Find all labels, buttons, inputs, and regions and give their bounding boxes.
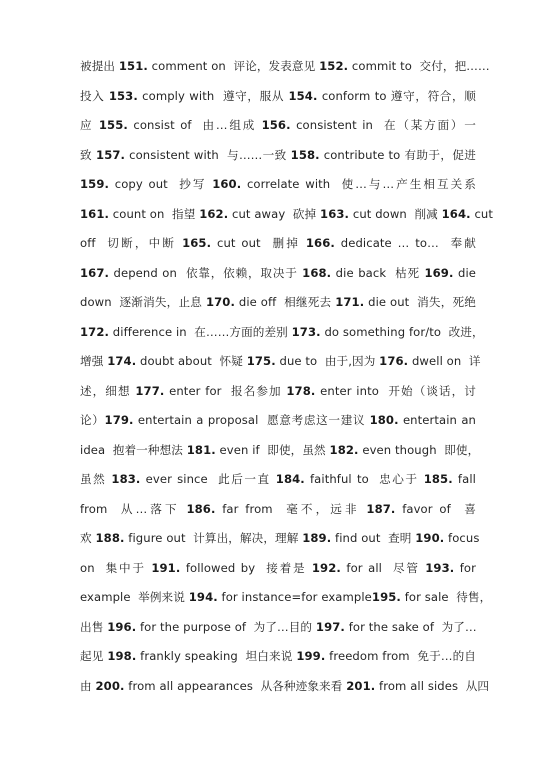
item-number: 183. [111, 472, 141, 486]
item-text: frankly speaking 坦白来说 [136, 649, 297, 663]
text-line [80, 642, 476, 672]
item-text: consistent with 与……一致 [125, 147, 291, 162]
text-line [80, 259, 476, 289]
item-text: do something for/to 改进， [320, 324, 484, 339]
item-text: 被提出 [80, 59, 119, 73]
item-number: 191. [151, 560, 181, 575]
item-number: 161. [80, 206, 110, 221]
item-text: cut [470, 206, 494, 221]
text-line-content [80, 325, 484, 339]
item-text: 出售 [80, 619, 108, 634]
text-line [80, 465, 476, 495]
item-text: 述，细想 [80, 383, 136, 398]
item-number: 186. [186, 501, 216, 516]
item-text: for all 尽管 [340, 560, 426, 575]
item-number: 157. [96, 147, 126, 162]
item-number: 175. [246, 354, 276, 368]
text-line [80, 672, 490, 702]
item-text: depend on 依靠，依赖，取决于 [109, 265, 303, 280]
item-text: entertain an [398, 413, 476, 427]
item-text: figure out 计算出，解决，理解 [124, 531, 303, 545]
item-text: example 举例来说 [80, 590, 189, 604]
item-text: 论） [80, 413, 105, 427]
item-text: ever since 此后一直 [140, 472, 276, 486]
text-line-content [80, 295, 476, 309]
item-text: comment on 评论，发表意见 [147, 59, 320, 73]
item-text: idea 抱着一种想法 [80, 442, 187, 457]
item-number: 155. [98, 118, 128, 132]
item-text: far from 毫不，远非 [215, 501, 367, 516]
item-text: doubt about 怀疑 [136, 354, 247, 368]
item-number: 184. [275, 472, 305, 486]
item-number: 178. [286, 383, 316, 398]
item-text: consistent in 在（某方面）一 [290, 118, 476, 132]
item-text: dedicate … to… 奉献 [334, 236, 476, 250]
item-text: from 从…落下 [80, 501, 187, 516]
item-number: 169. [424, 265, 454, 280]
text-line [80, 200, 494, 230]
text-line-content [80, 266, 476, 280]
item-number: 201. [346, 678, 376, 693]
item-number: 194. [188, 590, 218, 604]
text-line [80, 436, 480, 466]
item-number: 172. [80, 324, 110, 339]
text-line-content [80, 177, 476, 191]
item-text: cut out 删掉 [211, 236, 306, 250]
item-number: 180. [369, 413, 399, 427]
item-number: 192. [311, 560, 341, 575]
item-number: 200. [95, 678, 125, 693]
item-text: 致 [80, 147, 97, 162]
document-text-body [80, 52, 494, 701]
item-text: from all appearances 从各种迹象来看 [124, 678, 347, 693]
item-text: favor of 喜 [395, 501, 477, 516]
item-number: 171. [335, 295, 365, 309]
item-text: from all sides 从四 [375, 678, 490, 693]
text-line [80, 377, 476, 407]
item-text: commit to 交付，把…… [348, 59, 490, 73]
item-text: 应 [80, 118, 99, 132]
text-line-content [80, 590, 491, 604]
item-number: 159. [80, 177, 110, 191]
item-text: copy out 抄写 [109, 177, 213, 191]
item-number: 196. [107, 619, 137, 634]
item-number: 179. [104, 413, 134, 427]
text-line [80, 229, 476, 259]
item-number: 166. [305, 236, 335, 250]
item-text: for the sake of 为了… [344, 619, 477, 634]
text-line [80, 111, 476, 141]
item-number: 164. [441, 206, 471, 221]
item-text: die [453, 265, 476, 280]
text-line-content [80, 531, 480, 545]
item-number: 189. [302, 531, 332, 545]
text-line [80, 524, 480, 554]
text-line-content [80, 354, 481, 368]
item-text: count on 指望 [109, 206, 200, 221]
item-number: 174. [107, 354, 137, 368]
item-text: fall [452, 472, 476, 486]
item-text: find out 查明 [331, 531, 416, 545]
text-line-content [80, 413, 476, 427]
item-text: 由 [80, 678, 96, 693]
item-number: 193. [425, 560, 455, 575]
text-line-content [80, 502, 476, 516]
text-line [80, 347, 481, 377]
item-text: correlate with 使…与…产生相互关系 [241, 177, 476, 191]
item-text: difference in 在……方面的差别 [109, 324, 292, 339]
item-text: conform to 遵守，符合，顺 [317, 88, 476, 103]
item-text: die off 相继死去 [234, 295, 336, 309]
text-line-content [80, 561, 476, 575]
text-line-content [80, 620, 477, 634]
item-number: 197. [315, 619, 345, 634]
item-number: 165. [182, 236, 212, 250]
item-number: 199. [296, 649, 326, 663]
item-text: 虽然 [80, 472, 112, 486]
item-text: 起见 [80, 649, 108, 663]
text-line-content [80, 472, 476, 486]
item-number: 198. [107, 649, 137, 663]
item-number: 158. [290, 147, 320, 162]
item-text: 投入 [80, 88, 109, 103]
text-line [80, 52, 490, 82]
text-line [80, 82, 476, 112]
item-text: enter for 报名参加 [164, 383, 287, 398]
item-text: faithful to 忠心于 [304, 472, 424, 486]
item-number: 154. [288, 88, 318, 103]
item-number: 162. [199, 206, 229, 221]
text-line [80, 170, 476, 200]
item-text: die out 消失，死绝 [364, 295, 476, 309]
item-number: 188. [95, 531, 125, 545]
item-text: cut away 砍掉 [228, 206, 321, 221]
item-number: 176. [379, 354, 409, 368]
item-text: freedom from 免于…的自 [325, 649, 477, 663]
item-number: 173. [291, 324, 321, 339]
text-line-content [80, 89, 476, 103]
item-text: even though 即使， [358, 442, 480, 457]
item-number: 182. [329, 442, 359, 457]
item-number: 153. [108, 88, 138, 103]
item-text: 增强 [80, 354, 108, 368]
text-line [80, 495, 476, 525]
text-line-content [80, 207, 493, 221]
item-text: focus [444, 531, 480, 545]
item-number: 152. [319, 59, 349, 73]
item-text: on 集中于 [80, 560, 152, 575]
item-text: down 逐渐消失，止息 [80, 295, 206, 309]
item-text: for [454, 560, 476, 575]
item-text: off 切断，中断 [80, 236, 183, 250]
item-number: 195. [371, 590, 401, 604]
text-line [80, 554, 476, 584]
text-line [80, 141, 476, 171]
text-line [80, 583, 492, 613]
text-line-content [80, 649, 476, 663]
text-line [80, 613, 476, 643]
item-number: 167. [80, 265, 110, 280]
item-text: even if 即使，虽然 [215, 442, 330, 457]
item-text: dwell on 详 [408, 354, 481, 368]
item-number: 187. [366, 501, 396, 516]
item-text: for the purpose of 为了…目的 [136, 619, 316, 634]
item-text: entertain a proposal 愿意考虑这一建议 [133, 413, 370, 427]
item-text: consist of 由…组成 [127, 118, 262, 132]
text-line-content [80, 118, 476, 132]
item-text: contribute to 有助于，促进 [319, 147, 476, 162]
item-text: enter into 开始（谈话，讨 [315, 383, 476, 398]
text-line [80, 318, 484, 348]
item-number: 181. [186, 442, 216, 457]
item-number: 156. [261, 118, 291, 132]
item-text: followed by 接着是 [180, 560, 312, 575]
text-line-content [80, 148, 476, 162]
item-number: 185. [423, 472, 453, 486]
text-line-content [80, 384, 476, 398]
item-text: for instance=for example [217, 590, 372, 604]
item-number: 190. [415, 531, 445, 545]
item-number: 168. [302, 265, 332, 280]
text-line-content [80, 679, 489, 693]
item-text: die back 枯死 [331, 265, 425, 280]
text-line-content [80, 443, 479, 457]
text-line [80, 288, 476, 318]
text-line [80, 406, 476, 436]
text-line-content [80, 59, 490, 73]
item-number: 163. [320, 206, 350, 221]
item-text: due to 由于,因为 [275, 354, 380, 368]
item-text: comply with 遵守，服从 [137, 88, 289, 103]
text-line-content [80, 236, 476, 250]
item-number: 151. [118, 59, 148, 73]
item-number: 160. [212, 177, 242, 191]
item-number: 170. [205, 295, 235, 309]
item-text: 欢 [80, 531, 96, 545]
item-text: cut down 削减 [349, 206, 442, 221]
item-number: 177. [135, 383, 165, 398]
item-text: for sale 待售， [400, 590, 492, 604]
